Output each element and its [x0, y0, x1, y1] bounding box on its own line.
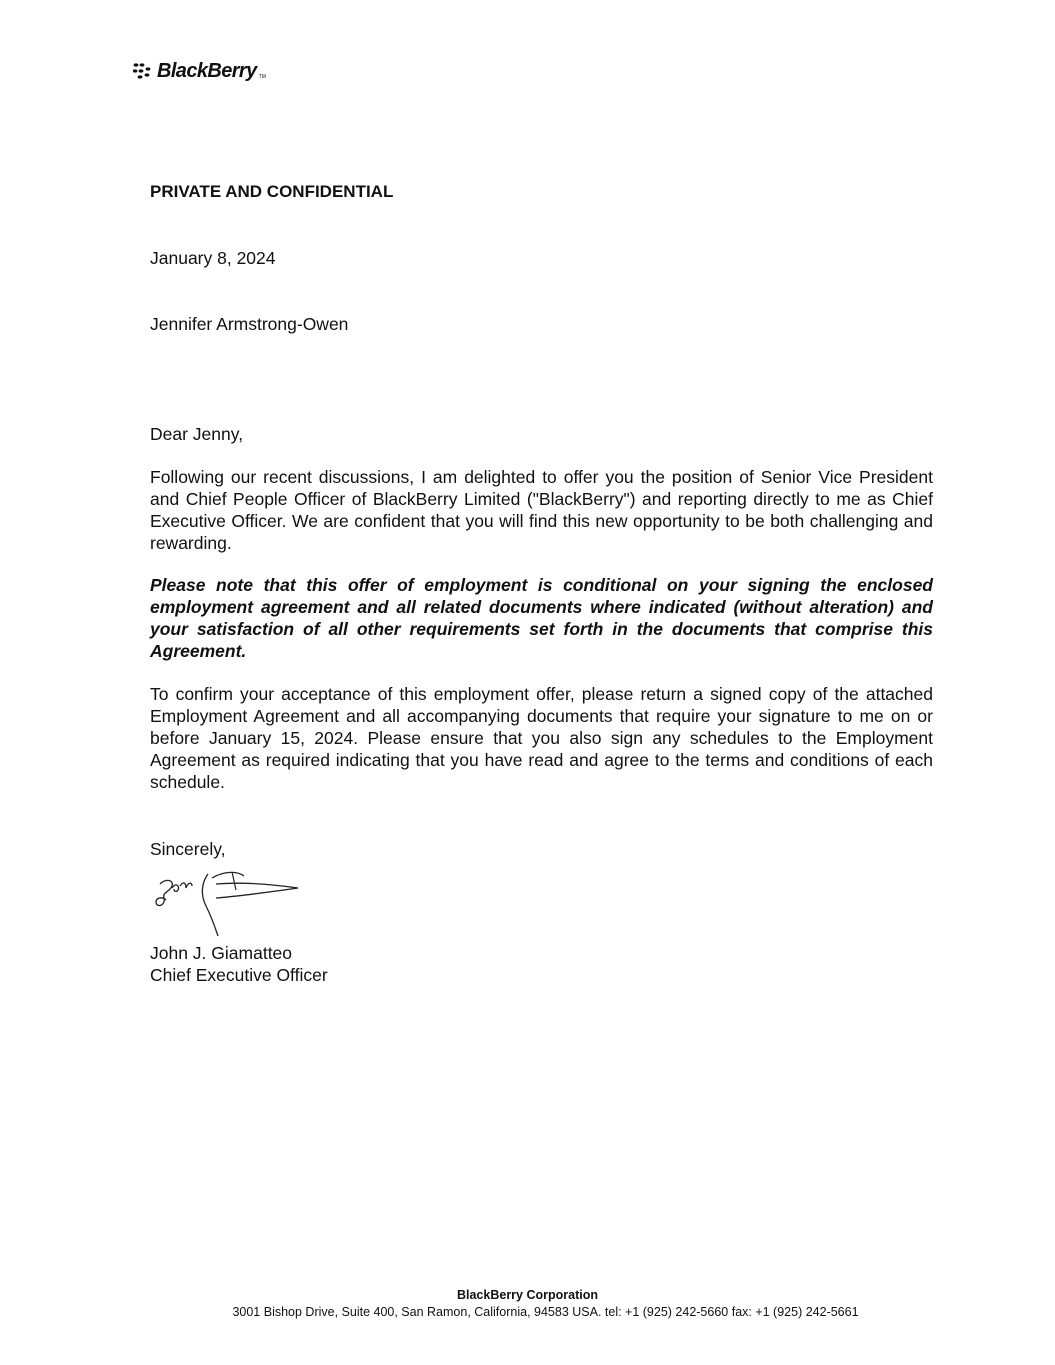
logo-wordmark: BlackBerry [157, 59, 257, 82]
blackberry-logo [133, 56, 266, 86]
signer-title: Chief Executive Officer [150, 965, 328, 985]
logo-trademark: TM [258, 74, 266, 80]
condition-paragraph: Please note that this offer of employment is conditional on your signing the enclosed employment agreement and all related documents where indicated (without alteration) and your satisfaction of all other requirements set forth in the documents that comprise this Agreement. [150, 575, 933, 661]
closing: Sincerely, [150, 839, 226, 859]
signer-name: John J. Giamatteo [150, 943, 293, 963]
footer-company: BlackBerry Corporation [456, 1288, 598, 1302]
confidential-heading: PRIVATE AND CONFIDENTIAL [150, 182, 394, 201]
acceptance-paragraph: To confirm your acceptance of this employment offer, please return a signed copy of the attached Employment Agreement and all accompanying documents that require your signature to me on or before January 15, 2024. Please ensure that you also sign any schedules to the Employment Agreement as required indicating that you have read and agree to the terms and conditions of each schedule. [150, 684, 933, 792]
letter-date: January 8, 2024 [150, 248, 276, 268]
offer-paragraph: Following our recent discussions, I am delighted to offer you the position of Senior Vice President and Chief People Officer of BlackBerry Limited ("BlackBerry") and reporting directly to me as Chief Executive Officer. We are confident that you will find this new opportunity to be both challenging and rewarding. [150, 467, 933, 553]
recipient-name: Jennifer Armstrong-Owen [150, 314, 349, 334]
blackberry-logo-icon [133, 62, 153, 80]
handwritten-signature [150, 862, 310, 942]
footer-address: 3001 Bishop Drive, Suite 400, San Ramon, California, 94583 USA. tel: +1 (925) 242-5660 fax: +1 (925) 242-5661 [232, 1305, 859, 1319]
salutation: Dear Jenny, [150, 424, 244, 444]
